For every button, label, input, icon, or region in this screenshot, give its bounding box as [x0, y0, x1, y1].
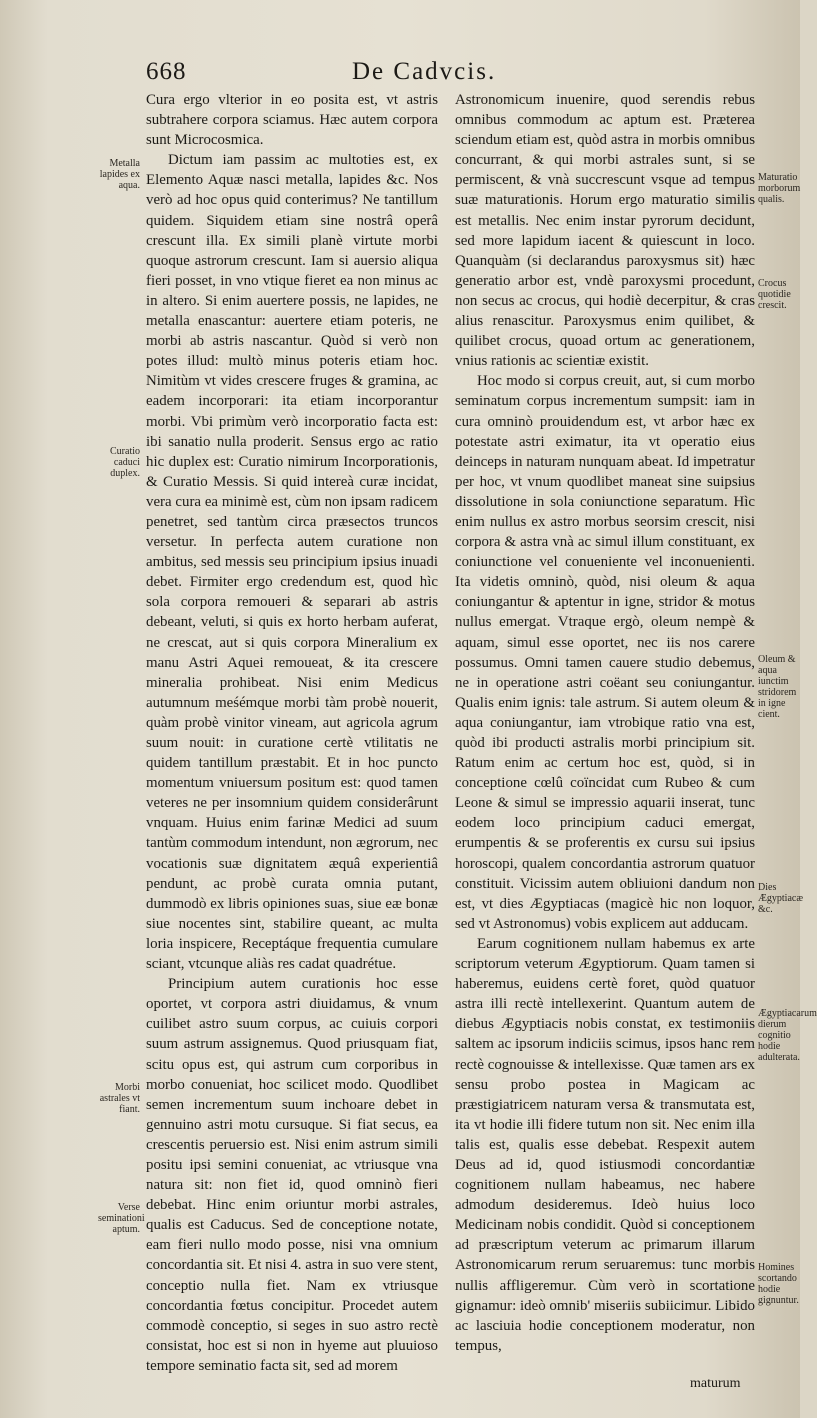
margin-note-dies-aegyptiacae: Dies Ægyptiacæ &c. [758, 882, 803, 915]
paragraph: Dictum iam passim ac multoties est, ex Elemento Aquæ nasci metalla, lapides &c. Nos verò ad hoc opus quid conterimus? Ne tantillum quidem. Siquidem etiam sine nostrâ operâ crescunt illa. Ex simili planè virtute morbi quoque astrorum crescunt. Iam si auersio aliqua fieri posset, in vno vtique fieret ea non minus ac in altero. Si enim auertere possis, ne lapides, ne metalla enascantur: auertere etiam poteris, ne morbi ab astris nascantur. Quòd si verò non potes illud: multò minus poteris etiam hoc. Nimitùm vt vides crescere fruges & gramina, ac eadem incorporari: ita etiam incorporantur morbi. Vbi primùm verò incorporatio facta est: ibi sanatio nulla proderit. Sensus ergo ac ratio hic duplex est: Curatio nimirum Incorporationis, & Curatio Messis. Si quid intereà curæ incidat, vera cura ea minimè est, cùm non ipsam radicem penetret, sed tantùm circa præsectos truncos versetur. In perfecta autem curatione non ambitus, sed messis seu principium ipsius inuadi debet. Firmiter ergo credendum est, quod hìc sola corpora remoueri & separari ab astris debeant, veluti, si quis ex horto herbam auferat, ne crescat, aut si quis corpora Mineralium ex manu Astri Aquei remoueat, & ita crescere mineralia prohibeat. Nisi enim Medicus autumnum meśémque morbi tàm probè nouerit, quàm probè vinitor vineam, aut agricola agrum suum nouit: in curatione certè vtilitatis ne quidem tantillum præstabit. Et in hoc puncto momentum vniuersum positum est: quod tamen veteres ne per insomnium quidem considerârunt vnquam. Huius enim farinæ Medici ad suum tantùm commodum intendunt, non ægrorum, nec vocationis suæ dignitatem æquâ experientiâ pendunt, ac probè curata omnia putant, dummodò ex libris opiniones suas, siue eæ bonæ siue nocentes sint, stabilire queant, ac multa loria inspicere, Receptáque frequentia cumulare sciant, vtcunque aliàs res cadat quadrétue. [146, 152, 438, 973]
margin-note-crocus: Crocus quotidie crescit. [758, 278, 791, 311]
paragraph: Hoc modo si corpus creuit, aut, si cum morbo seminatum corpus incrementum sumpsit: iam in cura omninò prouidendum est, vt arbor hæc ex potestate astri eximatur, ita vt operatio eius deinceps in naturam nunquam abeat. Id impetratur per hoc, vt vnum quodlibet maneat sine suipsius dissolutione in sola coniunctione separatum. Hìc enim nullus ex astro morbus seorsim crescit, nisi corpora & astra vnà ac simul illum constituant, ex coniunctione vel conueniente vel inconuenienti. Ita videtis omninò, quòd, nisi oleum & aqua coniungantur & aptentur in igne, stridor & motus nullus emergat. Vtraque ergò, oleum nempè & aquam, simul esse oportet, nec iis nos carere possumus. Omni tamen cauere studio debemus, ne in operatione astri coëant seu coniungantur. Qualis enim ignis: tale astrum. Si autem oleum & aqua coniungantur, iam vtrobique ratio vna est, quòd ibi producti astralis morbi principium sit. Ratum enim ac certum hoc est, quòd, si in conceptione cœlû coïncidat cum Rubeo & cum Leone & simul se impressio aquarii inserat, tunc eodem loco principium caduci emergat, erumpentis & se proferentis ex cursu sui ipsius horoscopi, qualem concordantia astrorum quatuor constituit. Vicissim autem obliuioni dandum non est, vt dies Ægyptiacas (magicè hic non loquor, sed vt Astronomus) vobis explicem aut adducam. [455, 373, 755, 932]
margin-note-homines: Homines scortando hodie gignuntur. [758, 1262, 799, 1306]
margin-note-aegyptiacarum: Ægyptiacarum dierum cognitio hodie adulterata. [758, 1008, 817, 1063]
catchword: maturum [690, 1376, 741, 1391]
paragraph: Cura ergo vlterior in eo posita est, vt astris subtrahere corpora sciamus. Hæc autem corpora sunt Microcosmica. [146, 92, 438, 149]
page-header [0, 58, 800, 94]
margin-note-verse-seminationi: Verse seminationi aptum. [98, 1202, 145, 1235]
margin-note-maturatio: Maturatio morborum qualis. [758, 172, 801, 205]
margin-note-oleum: Oleum & aqua iunctim stridorem in igne cient. [758, 654, 797, 720]
margin-note-morbi-astrales: Morbi astrales vt fiant. [99, 1082, 140, 1115]
left-text-column [146, 90, 438, 1376]
paragraph: Earum cognitionem nullam habemus ex arte scriptorum veterum Ægyptiorum. Quam tamen si haberemus, euidens certè foret, quòd quatuor astra illi rectè intellexerint. Quantum autem de diebus Ægyptiacis nobis constat, ex testimoniis saltem ac ipsorum indiciis scimus, ipsos hanc rem rectè cognouisse & intellexisse. Quæ tamen ars ex sensu probo postea in Magicam ac præstigiatricem naturam versa & transmutata est, ita vt hodie illi fidere tutum non sit. Nec enim illa talis est, qualis esse debebat. Respexit autem Deus ad id, quod istiusmodi concordantiæ cognitionem nullam habeamus, nec habere admodum desideremus. Ideò huius loco Medicinam nobis condidit. Quòd si conceptionem ad præscriptum veterum ac primarum illarum Astronomicarum rerum seruaremus: tunc morbis nullis affligeremur. Cùm verò in scortatione gignamur: ideò omnib' miseriis subiicimur. Libido ac lasciuia hodie conceptionem moderatur, non tempus, [455, 935, 755, 1354]
paragraph: Astronomicum inuenire, quod serendis rebus omnibus commodum ac aptum est. Præterea sciendum etiam est, quòd astra in morbis omnibus concurrant, & qui morbi astrales sunt, si se permiscent, & vnà succrescunt vsque ad tempus suæ maturationis. Horum ergo maturatio similis est metallis. Nec enim instar pyrorum decidunt, sed more lapidum iacent & quiescunt in loco. Quanquàm (si declarandus paroxysmus sit) hæc generatio arbor est, vndè paroxysmi procedunt, non secus ac crocus, qui hodiè decerpitur, & cras alius renascitur. Paroxysmus enim quilibet, & quilibet crocus, quoad ortum ac generationem, vnius rationis ac scientiæ existit. [455, 92, 755, 370]
margin-note-curatio: Curatio caduci duplex. [110, 446, 140, 479]
paragraph: Principium autem curationis hoc esse oportet, vt corpora astri diuidamus, & vnum cuilibet astro suum corpus, ac cuiuis corpori suum astrum assignemus. Quod priusquam fiat, scitu opus est, qui astrum cum corporibus in morbo conueniat, hoc scilicet modo. Quodlibet semen incrementum suum inchoare debet in gennuino astri motu cursuque. Si fiat secus, ea crescentis peruersio est. Nisi enim astrum simili positu ipsi semini conueniat, ac vtriusque vna natura sit: non fiet id, quod omninò fieri debebat. Hinc enim oriuntur morbi astrales, qualis est Caducus. Sed de conceptione notate, eam fieri nullo modo posse, nisi vna omnium concordantia sit. Et nisi 4. astra in suo vere stent, conceptio nulla fiet. Nam ex vtriusque concordantia fœtus concipitur. Procedet autem commodè conceptio, si seges in suo astro rectè consistat, hoc est si non in hyeme aut pluuioso tempore seminatio facta sit, sed ad morem [146, 976, 438, 1374]
page-number: 668 [146, 58, 187, 85]
right-text-column [455, 90, 755, 1356]
running-title: De Cadvcis. [352, 58, 497, 85]
margin-note-metalla: Metalla lapides ex aqua. [99, 158, 140, 191]
